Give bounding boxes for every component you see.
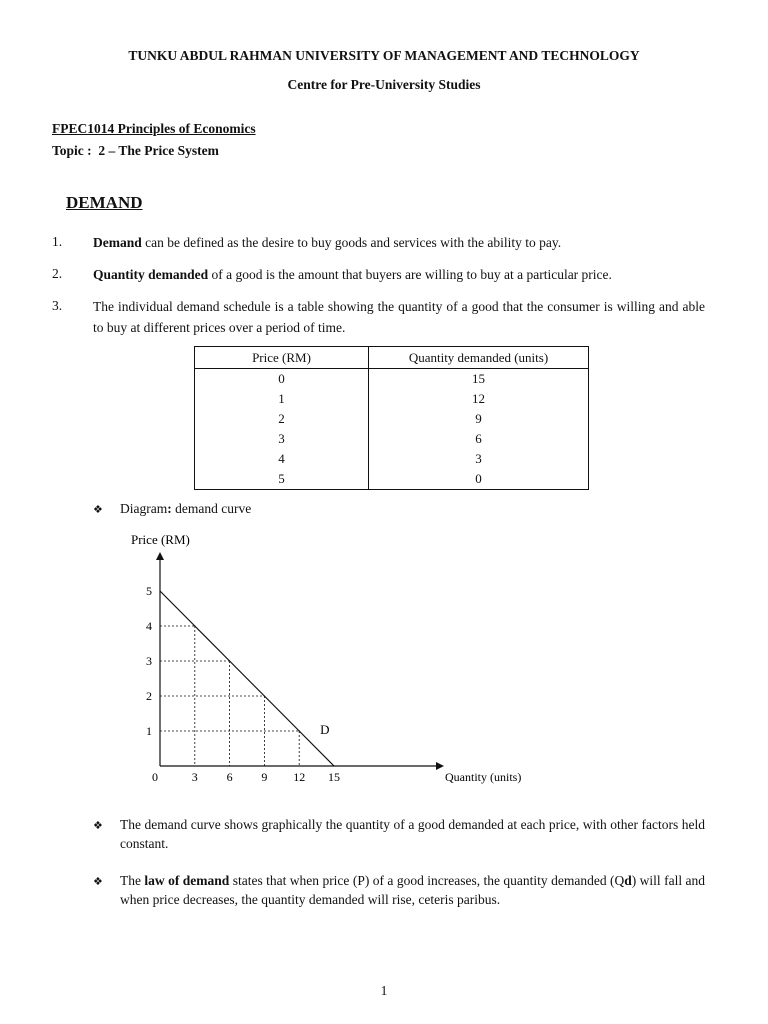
data-point: [333, 765, 334, 766]
item-text: [93, 264, 705, 285]
diagram-caption-rest: demand curve: [171, 501, 252, 516]
x-tick-label: 15: [328, 770, 340, 784]
section-title: DEMAND: [66, 193, 143, 212]
item-number: 1.: [52, 234, 63, 249]
demand-curve-line: [160, 591, 334, 766]
table-header-price: Price (RM): [195, 347, 369, 369]
table-header-row: [195, 347, 589, 369]
bullet-icon: ❖: [93, 820, 103, 832]
table-cell: 1: [195, 389, 369, 409]
diagram-caption: [120, 501, 251, 517]
table-cell: 3: [195, 429, 369, 449]
y-axis-label: Price (RM): [131, 532, 190, 547]
x-tick-label: 3: [191, 770, 198, 784]
law-of-demand-note: [120, 871, 705, 909]
x-tick-labels: [152, 770, 340, 784]
table-cell: 4: [195, 449, 369, 469]
y-tick-label: 1: [146, 724, 152, 738]
curve-label-d: D: [320, 722, 330, 737]
table-cell: 12: [369, 389, 589, 409]
table-row: [195, 409, 589, 429]
table-row: [195, 369, 589, 390]
y-tick-labels: [146, 584, 152, 738]
law-text-mid: states that when price (P) of a good increases, the quantity demanded (Q: [229, 873, 625, 888]
centre-title: Centre for Pre-University Studies: [287, 77, 481, 92]
table-row: [195, 449, 589, 469]
data-point: [299, 730, 300, 731]
course-title: FPEC1014 Principles of Economics: [52, 121, 256, 136]
law-text-subscript: d: [624, 873, 632, 888]
law-text-pre: The: [120, 873, 145, 888]
x-tick-label: 9: [261, 770, 268, 784]
y-tick-label: 5: [146, 584, 152, 598]
table-row: [195, 429, 589, 449]
table-cell: 5: [195, 469, 369, 490]
table-cell: 15: [369, 369, 589, 390]
x-axis-label: Quantity (units): [445, 770, 522, 784]
data-point: [229, 660, 230, 661]
table-row: [195, 469, 589, 490]
page-number: 1: [380, 983, 388, 998]
item-body: can be defined as the desire to buy goods and services with the ability to pay.: [141, 235, 562, 250]
bullet-icon: ❖: [93, 876, 103, 888]
bullet-icon: ❖: [93, 504, 103, 516]
demand-schedule-table: [194, 346, 589, 490]
x-tick-label: 6: [226, 770, 233, 784]
table-cell: 6: [369, 429, 589, 449]
table-cell: 3: [369, 449, 589, 469]
table-cell: 0: [369, 469, 589, 490]
item-bold: Demand: [93, 235, 142, 250]
diagram-caption-colon: :: [167, 501, 172, 516]
item-body: of a good is the amount that buyers are willing to buy at a particular price.: [208, 267, 612, 282]
topic-title: Topic : 2 – The Price System: [52, 143, 219, 158]
table-cell: 0: [195, 369, 369, 390]
law-text-post: ) will fall and when price decreases, the quantity demanded will rise, ceteris paribus.: [120, 873, 706, 907]
table-row: [195, 389, 589, 409]
item-bold: Quantity demanded: [93, 267, 209, 282]
y-tick-label: 2: [146, 689, 152, 703]
item-text: [93, 232, 705, 253]
dashed-guides: [160, 626, 299, 766]
data-point: [264, 695, 265, 696]
y-tick-label: 4: [146, 619, 152, 633]
table-header-quantity: Quantity demanded (units): [369, 347, 589, 369]
table-cell: 9: [369, 409, 589, 429]
data-point: [194, 625, 195, 626]
x-tick-label: 12: [293, 770, 306, 784]
law-text-bold: law of demand: [144, 873, 230, 888]
diagram-caption-label: Diagram: [120, 501, 168, 516]
item-text: The individual demand schedule is a table showing the quantity of a good that the consumer is willing and able to buy at different prices over a period of time.: [93, 299, 705, 335]
data-point: [159, 590, 160, 591]
demand-curve-note: The demand curve shows graphically the quantity of a good demanded at each price, with other factors held constant.: [120, 817, 705, 851]
item-number: 3.: [52, 298, 63, 313]
university-title: TUNKU ABDUL RAHMAN UNIVERSITY OF MANAGEMENT AND TECHNOLOGY: [128, 48, 640, 63]
table-cell: 2: [195, 409, 369, 429]
y-tick-label: 3: [146, 654, 152, 668]
x-tick-label: 0: [152, 770, 158, 784]
demand-curve-chart: [0, 520, 768, 795]
item-number: 2.: [52, 266, 63, 281]
